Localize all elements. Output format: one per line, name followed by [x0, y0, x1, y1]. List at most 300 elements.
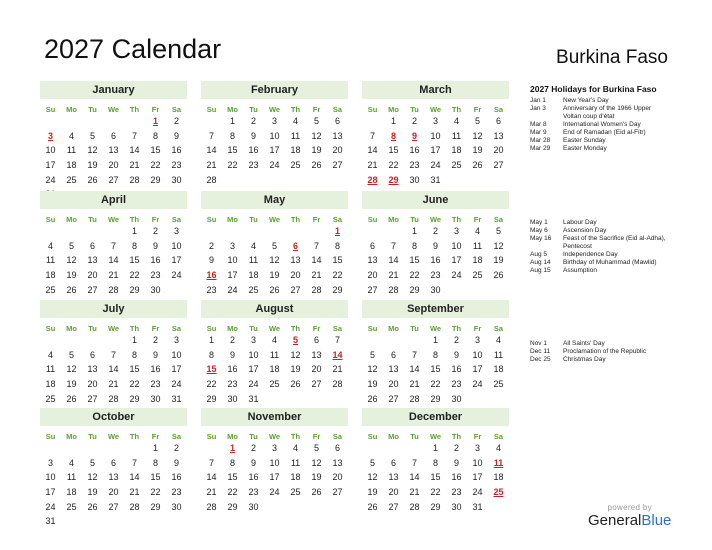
day-cell[interactable]: 9 [453, 457, 459, 468]
day-cell[interactable]: 6 [390, 349, 396, 360]
day-cell[interactable]: 17 [430, 145, 441, 156]
day-cell[interactable]: 25 [45, 284, 56, 295]
day-cell[interactable]: 16 [409, 145, 420, 156]
day-cell[interactable]: 26 [311, 487, 322, 498]
day-cell[interactable]: 13 [87, 364, 98, 375]
day-cell[interactable]: 19 [367, 379, 378, 390]
day-cell[interactable]: 12 [66, 255, 77, 266]
day-cell[interactable]: 17 [45, 487, 56, 498]
day-cell[interactable]: 8 [229, 457, 235, 468]
day-cell[interactable]: 22 [150, 487, 161, 498]
day-cell[interactable]: 8 [334, 240, 340, 251]
day-cell[interactable]: 2 [250, 116, 256, 127]
day-cell[interactable]: 17 [472, 472, 483, 483]
day-cell[interactable]: 13 [311, 349, 322, 360]
day-cell[interactable]: 24 [472, 379, 483, 390]
day-cell[interactable]: 21 [311, 270, 322, 281]
day-cell[interactable]: 5 [474, 116, 480, 127]
day-cell[interactable]: 7 [334, 335, 340, 346]
day-cell[interactable]: 29 [129, 284, 140, 295]
day-cell[interactable]: 14 [206, 145, 217, 156]
day-cell[interactable]: 18 [45, 379, 56, 390]
day-cell[interactable]: 10 [45, 145, 56, 156]
day-cell[interactable]: 3 [271, 443, 277, 454]
day-cell[interactable]: 16 [227, 364, 238, 375]
day-cell[interactable]: 6 [110, 457, 116, 468]
holiday-day-cell[interactable]: 11 [493, 457, 504, 468]
day-cell[interactable]: 8 [131, 240, 137, 251]
day-cell[interactable]: 27 [388, 501, 399, 512]
day-cell[interactable]: 25 [66, 501, 77, 512]
day-cell[interactable]: 21 [409, 379, 420, 390]
day-cell[interactable]: 10 [472, 457, 483, 468]
day-cell[interactable]: 9 [229, 349, 235, 360]
day-cell[interactable]: 27 [493, 160, 504, 171]
day-cell[interactable]: 6 [334, 443, 340, 454]
day-cell[interactable]: 3 [271, 116, 277, 127]
holiday-day-cell[interactable]: 9 [411, 130, 417, 141]
day-cell[interactable]: 2 [411, 116, 417, 127]
day-cell[interactable]: 27 [332, 487, 343, 498]
day-cell[interactable]: 22 [409, 270, 420, 281]
day-cell[interactable]: 23 [227, 379, 238, 390]
day-cell[interactable]: 22 [129, 379, 140, 390]
day-cell[interactable]: 31 [248, 393, 259, 404]
day-cell[interactable]: 20 [87, 270, 98, 281]
day-cell[interactable]: 5 [271, 240, 277, 251]
day-cell[interactable]: 11 [248, 255, 259, 266]
day-cell[interactable]: 20 [108, 160, 119, 171]
day-cell[interactable]: 10 [430, 130, 441, 141]
day-cell[interactable]: 18 [451, 145, 462, 156]
day-cell[interactable]: 23 [248, 160, 259, 171]
day-cell[interactable]: 10 [472, 349, 483, 360]
day-cell[interactable]: 8 [432, 457, 438, 468]
day-cell[interactable]: 6 [89, 240, 95, 251]
day-cell[interactable]: 23 [150, 379, 161, 390]
day-cell[interactable]: 2 [173, 443, 179, 454]
day-cell[interactable]: 24 [45, 174, 56, 185]
day-cell[interactable]: 18 [472, 255, 483, 266]
day-cell[interactable]: 30 [150, 284, 161, 295]
day-cell[interactable]: 10 [451, 240, 462, 251]
day-cell[interactable]: 29 [206, 393, 217, 404]
day-cell[interactable]: 22 [430, 487, 441, 498]
day-cell[interactable]: 4 [453, 116, 459, 127]
day-cell[interactable]: 3 [173, 335, 179, 346]
day-cell[interactable]: 1 [208, 335, 214, 346]
day-cell[interactable]: 25 [493, 379, 504, 390]
day-cell[interactable]: 18 [290, 145, 301, 156]
day-cell[interactable]: 24 [227, 284, 238, 295]
day-cell[interactable]: 18 [66, 160, 77, 171]
day-cell[interactable]: 26 [367, 393, 378, 404]
day-cell[interactable]: 5 [68, 240, 74, 251]
day-cell[interactable]: 1 [131, 335, 137, 346]
day-cell[interactable]: 17 [248, 364, 259, 375]
day-cell[interactable]: 6 [390, 457, 396, 468]
day-cell[interactable]: 5 [369, 457, 375, 468]
day-cell[interactable]: 2 [229, 335, 235, 346]
day-cell[interactable]: 4 [47, 349, 53, 360]
day-cell[interactable]: 30 [171, 174, 182, 185]
day-cell[interactable]: 25 [66, 174, 77, 185]
day-cell[interactable]: 23 [171, 487, 182, 498]
day-cell[interactable]: 19 [311, 472, 322, 483]
day-cell[interactable]: 14 [311, 255, 322, 266]
day-cell[interactable]: 18 [248, 270, 259, 281]
day-cell[interactable]: 9 [250, 130, 256, 141]
day-cell[interactable]: 21 [409, 487, 420, 498]
day-cell[interactable]: 10 [248, 349, 259, 360]
day-cell[interactable]: 20 [108, 487, 119, 498]
day-cell[interactable]: 26 [311, 160, 322, 171]
day-cell[interactable]: 1 [411, 226, 417, 237]
day-cell[interactable]: 3 [474, 443, 480, 454]
day-cell[interactable]: 19 [87, 487, 98, 498]
day-cell[interactable]: 11 [290, 457, 301, 468]
day-cell[interactable]: 26 [66, 393, 77, 404]
day-cell[interactable]: 27 [332, 160, 343, 171]
day-cell[interactable]: 3 [432, 116, 438, 127]
day-cell[interactable]: 4 [292, 443, 298, 454]
day-cell[interactable]: 12 [290, 349, 301, 360]
day-cell[interactable]: 30 [409, 174, 420, 185]
day-cell[interactable]: 31 [430, 174, 441, 185]
day-cell[interactable]: 20 [332, 145, 343, 156]
day-cell[interactable]: 26 [87, 501, 98, 512]
day-cell[interactable]: 25 [290, 160, 301, 171]
day-cell[interactable]: 4 [47, 240, 53, 251]
day-cell[interactable]: 24 [430, 160, 441, 171]
day-cell[interactable]: 26 [87, 174, 98, 185]
day-cell[interactable]: 11 [66, 472, 77, 483]
day-cell[interactable]: 20 [332, 472, 343, 483]
day-cell[interactable]: 19 [66, 270, 77, 281]
day-cell[interactable]: 22 [129, 270, 140, 281]
day-cell[interactable]: 15 [150, 472, 161, 483]
day-cell[interactable]: 16 [171, 145, 182, 156]
day-cell[interactable]: 27 [87, 284, 98, 295]
day-cell[interactable]: 6 [369, 240, 375, 251]
brand-logo[interactable] [588, 503, 671, 529]
holiday-day-cell[interactable]: 14 [332, 349, 343, 360]
day-cell[interactable]: 24 [472, 487, 483, 498]
day-cell[interactable]: 2 [250, 443, 256, 454]
day-cell[interactable]: 30 [451, 501, 462, 512]
day-cell[interactable]: 7 [411, 349, 417, 360]
day-cell[interactable]: 12 [269, 255, 280, 266]
day-cell[interactable]: 13 [367, 255, 378, 266]
day-cell[interactable]: 10 [45, 472, 56, 483]
day-cell[interactable]: 23 [206, 284, 217, 295]
day-cell[interactable]: 5 [313, 443, 319, 454]
day-cell[interactable]: 19 [290, 364, 301, 375]
day-cell[interactable]: 3 [474, 335, 480, 346]
day-cell[interactable]: 16 [248, 145, 259, 156]
day-cell[interactable]: 11 [45, 255, 56, 266]
day-cell[interactable]: 7 [369, 130, 375, 141]
day-cell[interactable]: 12 [87, 145, 98, 156]
day-cell[interactable]: 10 [269, 457, 280, 468]
day-cell[interactable]: 7 [390, 240, 396, 251]
day-cell[interactable]: 14 [367, 145, 378, 156]
day-cell[interactable]: 15 [129, 364, 140, 375]
day-cell[interactable]: 5 [89, 457, 95, 468]
day-cell[interactable]: 14 [206, 472, 217, 483]
holiday-day-cell[interactable]: 16 [206, 270, 217, 281]
day-cell[interactable]: 7 [110, 240, 116, 251]
day-cell[interactable]: 18 [66, 487, 77, 498]
day-cell[interactable]: 24 [171, 379, 182, 390]
day-cell[interactable]: 4 [250, 240, 256, 251]
day-cell[interactable]: 3 [229, 240, 235, 251]
day-cell[interactable]: 13 [493, 130, 504, 141]
day-cell[interactable]: 28 [108, 393, 119, 404]
day-cell[interactable]: 13 [388, 364, 399, 375]
day-cell[interactable]: 4 [68, 457, 74, 468]
day-cell[interactable]: 9 [250, 457, 256, 468]
day-cell[interactable]: 2 [152, 335, 158, 346]
day-cell[interactable]: 22 [388, 160, 399, 171]
day-cell[interactable]: 23 [451, 487, 462, 498]
day-cell[interactable]: 17 [171, 364, 182, 375]
day-cell[interactable]: 8 [432, 349, 438, 360]
day-cell[interactable]: 16 [248, 472, 259, 483]
day-cell[interactable]: 28 [311, 284, 322, 295]
day-cell[interactable]: 12 [311, 130, 322, 141]
day-cell[interactable]: 17 [227, 270, 238, 281]
day-cell[interactable]: 11 [451, 130, 462, 141]
day-cell[interactable]: 3 [250, 335, 256, 346]
day-cell[interactable]: 25 [451, 160, 462, 171]
day-cell[interactable]: 15 [409, 255, 420, 266]
day-cell[interactable]: 14 [388, 255, 399, 266]
day-cell[interactable]: 28 [206, 174, 217, 185]
day-cell[interactable]: 21 [206, 160, 217, 171]
day-cell[interactable]: 15 [388, 145, 399, 156]
holiday-day-cell[interactable]: 5 [292, 335, 298, 346]
holiday-day-cell[interactable]: 3 [47, 130, 53, 141]
day-cell[interactable]: 28 [108, 284, 119, 295]
day-cell[interactable]: 28 [409, 501, 420, 512]
day-cell[interactable]: 30 [150, 393, 161, 404]
day-cell[interactable]: 23 [171, 160, 182, 171]
day-cell[interactable]: 22 [227, 160, 238, 171]
day-cell[interactable]: 9 [173, 130, 179, 141]
day-cell[interactable]: 5 [89, 130, 95, 141]
day-cell[interactable]: 24 [269, 487, 280, 498]
day-cell[interactable]: 3 [453, 226, 459, 237]
day-cell[interactable]: 18 [493, 364, 504, 375]
day-cell[interactable]: 23 [248, 487, 259, 498]
day-cell[interactable]: 19 [87, 160, 98, 171]
day-cell[interactable]: 13 [87, 255, 98, 266]
day-cell[interactable]: 25 [45, 393, 56, 404]
day-cell[interactable]: 4 [271, 335, 277, 346]
day-cell[interactable]: 16 [171, 472, 182, 483]
day-cell[interactable]: 4 [68, 130, 74, 141]
day-cell[interactable]: 27 [108, 501, 119, 512]
day-cell[interactable]: 9 [152, 349, 158, 360]
day-cell[interactable]: 13 [388, 472, 399, 483]
day-cell[interactable]: 14 [108, 364, 119, 375]
day-cell[interactable]: 2 [173, 116, 179, 127]
day-cell[interactable]: 4 [474, 226, 480, 237]
day-cell[interactable]: 11 [290, 130, 301, 141]
day-cell[interactable]: 21 [367, 160, 378, 171]
day-cell[interactable]: 29 [430, 501, 441, 512]
day-cell[interactable]: 10 [171, 349, 182, 360]
day-cell[interactable]: 15 [430, 472, 441, 483]
day-cell[interactable]: 9 [432, 240, 438, 251]
day-cell[interactable]: 15 [150, 145, 161, 156]
day-cell[interactable]: 4 [495, 335, 501, 346]
day-cell[interactable]: 19 [367, 487, 378, 498]
day-cell[interactable]: 11 [45, 364, 56, 375]
day-cell[interactable]: 15 [129, 255, 140, 266]
day-cell[interactable]: 8 [152, 130, 158, 141]
day-cell[interactable]: 7 [110, 349, 116, 360]
day-cell[interactable]: 7 [313, 240, 319, 251]
day-cell[interactable]: 30 [248, 501, 259, 512]
day-cell[interactable]: 29 [430, 393, 441, 404]
holiday-day-cell[interactable]: 28 [367, 174, 378, 185]
day-cell[interactable]: 18 [493, 472, 504, 483]
day-cell[interactable]: 26 [269, 284, 280, 295]
day-cell[interactable]: 12 [472, 130, 483, 141]
day-cell[interactable]: 26 [367, 501, 378, 512]
day-cell[interactable]: 23 [451, 379, 462, 390]
day-cell[interactable]: 21 [388, 270, 399, 281]
holiday-day-cell[interactable]: 1 [229, 443, 235, 454]
day-cell[interactable]: 8 [131, 349, 137, 360]
day-cell[interactable]: 1 [229, 116, 235, 127]
day-cell[interactable]: 28 [409, 393, 420, 404]
day-cell[interactable]: 21 [206, 487, 217, 498]
day-cell[interactable]: 6 [334, 116, 340, 127]
day-cell[interactable]: 20 [311, 364, 322, 375]
day-cell[interactable]: 11 [269, 349, 280, 360]
day-cell[interactable]: 16 [451, 364, 462, 375]
day-cell[interactable]: 31 [472, 501, 483, 512]
day-cell[interactable]: 12 [493, 240, 504, 251]
day-cell[interactable]: 6 [110, 130, 116, 141]
day-cell[interactable]: 26 [66, 284, 77, 295]
day-cell[interactable]: 20 [388, 379, 399, 390]
day-cell[interactable]: 22 [206, 379, 217, 390]
day-cell[interactable]: 1 [131, 226, 137, 237]
day-cell[interactable]: 12 [367, 364, 378, 375]
day-cell[interactable]: 14 [409, 364, 420, 375]
holiday-day-cell[interactable]: 6 [292, 240, 298, 251]
day-cell[interactable]: 6 [495, 116, 501, 127]
day-cell[interactable]: 12 [66, 364, 77, 375]
day-cell[interactable]: 27 [290, 284, 301, 295]
day-cell[interactable]: 29 [409, 284, 420, 295]
day-cell[interactable]: 5 [495, 226, 501, 237]
day-cell[interactable]: 5 [68, 349, 74, 360]
day-cell[interactable]: 24 [248, 379, 259, 390]
day-cell[interactable]: 24 [171, 270, 182, 281]
day-cell[interactable]: 19 [311, 145, 322, 156]
day-cell[interactable]: 16 [430, 255, 441, 266]
holiday-day-cell[interactable]: 1 [152, 116, 158, 127]
day-cell[interactable]: 18 [45, 270, 56, 281]
day-cell[interactable]: 28 [332, 379, 343, 390]
holiday-day-cell[interactable]: 25 [493, 487, 504, 498]
day-cell[interactable]: 28 [206, 501, 217, 512]
day-cell[interactable]: 21 [108, 270, 119, 281]
day-cell[interactable]: 18 [269, 364, 280, 375]
day-cell[interactable]: 2 [453, 335, 459, 346]
day-cell[interactable]: 7 [131, 457, 137, 468]
day-cell[interactable]: 13 [290, 255, 301, 266]
day-cell[interactable]: 6 [89, 349, 95, 360]
day-cell[interactable]: 17 [171, 255, 182, 266]
holiday-day-cell[interactable]: 1 [334, 226, 340, 237]
day-cell[interactable]: 31 [171, 393, 182, 404]
day-cell[interactable]: 1 [432, 443, 438, 454]
day-cell[interactable]: 7 [131, 130, 137, 141]
day-cell[interactable]: 25 [269, 379, 280, 390]
day-cell[interactable]: 22 [150, 160, 161, 171]
day-cell[interactable]: 10 [269, 130, 280, 141]
day-cell[interactable]: 11 [493, 349, 504, 360]
day-cell[interactable]: 17 [451, 255, 462, 266]
day-cell[interactable]: 21 [108, 379, 119, 390]
day-cell[interactable]: 30 [430, 284, 441, 295]
day-cell[interactable]: 9 [173, 457, 179, 468]
day-cell[interactable]: 23 [409, 160, 420, 171]
day-cell[interactable]: 14 [129, 472, 140, 483]
holiday-day-cell[interactable]: 29 [388, 174, 399, 185]
day-cell[interactable]: 10 [171, 240, 182, 251]
day-cell[interactable]: 17 [45, 160, 56, 171]
day-cell[interactable]: 1 [152, 443, 158, 454]
day-cell[interactable]: 20 [87, 379, 98, 390]
day-cell[interactable]: 14 [108, 255, 119, 266]
day-cell[interactable]: 29 [227, 501, 238, 512]
day-cell[interactable]: 12 [367, 472, 378, 483]
day-cell[interactable]: 13 [332, 457, 343, 468]
day-cell[interactable]: 17 [472, 364, 483, 375]
day-cell[interactable]: 7 [208, 457, 214, 468]
day-cell[interactable]: 15 [227, 472, 238, 483]
day-cell[interactable]: 5 [369, 349, 375, 360]
day-cell[interactable]: 4 [292, 116, 298, 127]
day-cell[interactable]: 19 [493, 255, 504, 266]
day-cell[interactable]: 14 [409, 472, 420, 483]
day-cell[interactable]: 27 [367, 284, 378, 295]
day-cell[interactable]: 28 [129, 174, 140, 185]
day-cell[interactable]: 24 [451, 270, 462, 281]
day-cell[interactable]: 30 [227, 393, 238, 404]
day-cell[interactable]: 6 [313, 335, 319, 346]
day-cell[interactable]: 9 [208, 255, 214, 266]
day-cell[interactable]: 25 [290, 487, 301, 498]
day-cell[interactable]: 30 [451, 393, 462, 404]
day-cell[interactable]: 29 [150, 174, 161, 185]
day-cell[interactable]: 1 [432, 335, 438, 346]
day-cell[interactable]: 13 [108, 472, 119, 483]
day-cell[interactable]: 26 [493, 270, 504, 281]
day-cell[interactable]: 27 [87, 393, 98, 404]
day-cell[interactable]: 23 [430, 270, 441, 281]
holiday-day-cell[interactable]: 8 [390, 130, 396, 141]
day-cell[interactable]: 2 [453, 443, 459, 454]
day-cell[interactable]: 25 [248, 284, 259, 295]
